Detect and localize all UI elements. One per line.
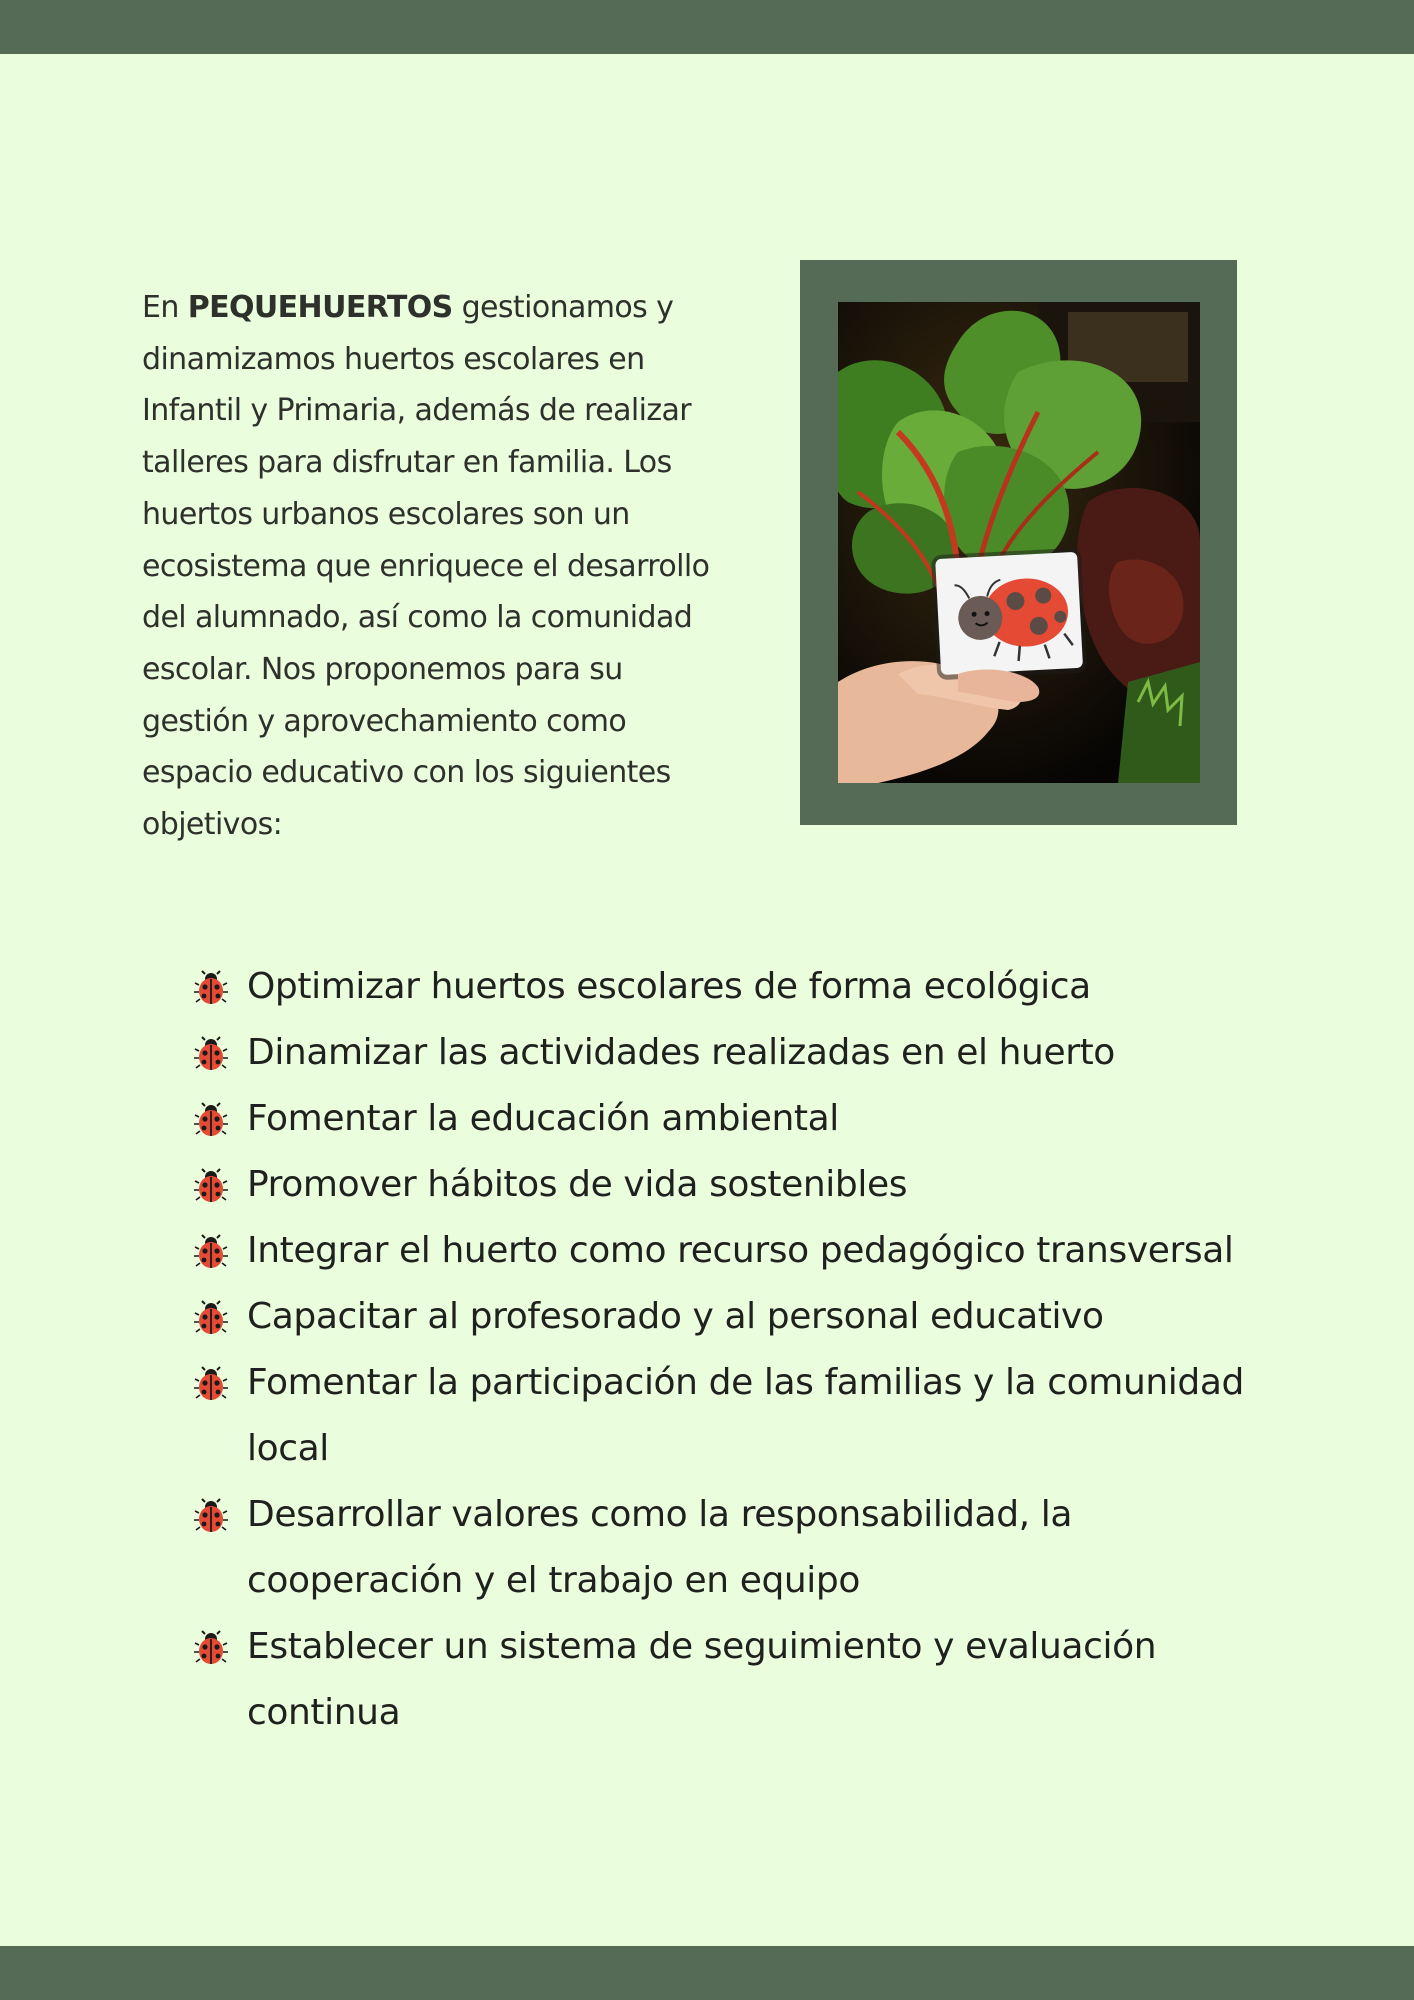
list-item (190, 1614, 1250, 1746)
objective-text: Dinamizar las actividades realizadas en el huerto (247, 1032, 1115, 1073)
objective-text: Establecer un sistema de seguimiento y evaluación continua (247, 1626, 1157, 1733)
ladybug-icon (193, 1630, 229, 1666)
objective-text: Desarrollar valores como la responsabilidad, la cooperación y el trabajo en equipo (247, 1494, 1073, 1601)
intro-prefix: En (142, 290, 188, 325)
list-item (190, 1086, 1250, 1152)
objective-text: Fomentar la educación ambiental (247, 1098, 839, 1139)
ladybug-icon (193, 1102, 229, 1138)
ladybug-icon (193, 1498, 229, 1534)
list-item (190, 1152, 1250, 1218)
brand-name: PEQUEHUERTOS (187, 290, 453, 325)
ladybug-icon (193, 1366, 229, 1402)
chard-ladybug-photo (838, 302, 1200, 783)
ladybug-icon (193, 1168, 229, 1204)
objective-text: Fomentar la participación de las familias y la comunidad local (247, 1362, 1244, 1469)
ladybug-icon (193, 1300, 229, 1336)
ladybug-icon (193, 1234, 229, 1270)
list-item (190, 1350, 1250, 1482)
intro-paragraph (142, 282, 732, 851)
list-item (190, 1284, 1250, 1350)
photo-frame (800, 260, 1237, 825)
bottom-banner (0, 1946, 1414, 2000)
objective-text: Optimizar huertos escolares de forma ecológica (247, 966, 1091, 1007)
objective-text: Promover hábitos de vida sostenibles (247, 1164, 908, 1205)
ladybug-icon (193, 1036, 229, 1072)
objective-text: Integrar el huerto como recurso pedagógico transversal (247, 1230, 1234, 1271)
list-item (190, 1020, 1250, 1086)
objective-text: Capacitar al profesorado y al personal educativo (247, 1296, 1104, 1337)
garden-photo (838, 302, 1200, 783)
list-item (190, 954, 1250, 1020)
top-banner (0, 0, 1414, 54)
intro-body: gestionamos y dinamizamos huertos escolares en Infantil y Primaria, además de realizar talleres para disfrutar en familia. Los huertos urbanos escolares son un ecosistema que enriquece el desarrollo del alumnado, así como la comunidad escolar. Nos proponemos para su gestión y aprovechamiento como espacio educativo con los siguientes objetivos: (142, 290, 710, 843)
list-item (190, 1218, 1250, 1284)
objectives-list (190, 954, 1250, 1746)
ladybug-icon (193, 970, 229, 1006)
list-item (190, 1482, 1250, 1614)
